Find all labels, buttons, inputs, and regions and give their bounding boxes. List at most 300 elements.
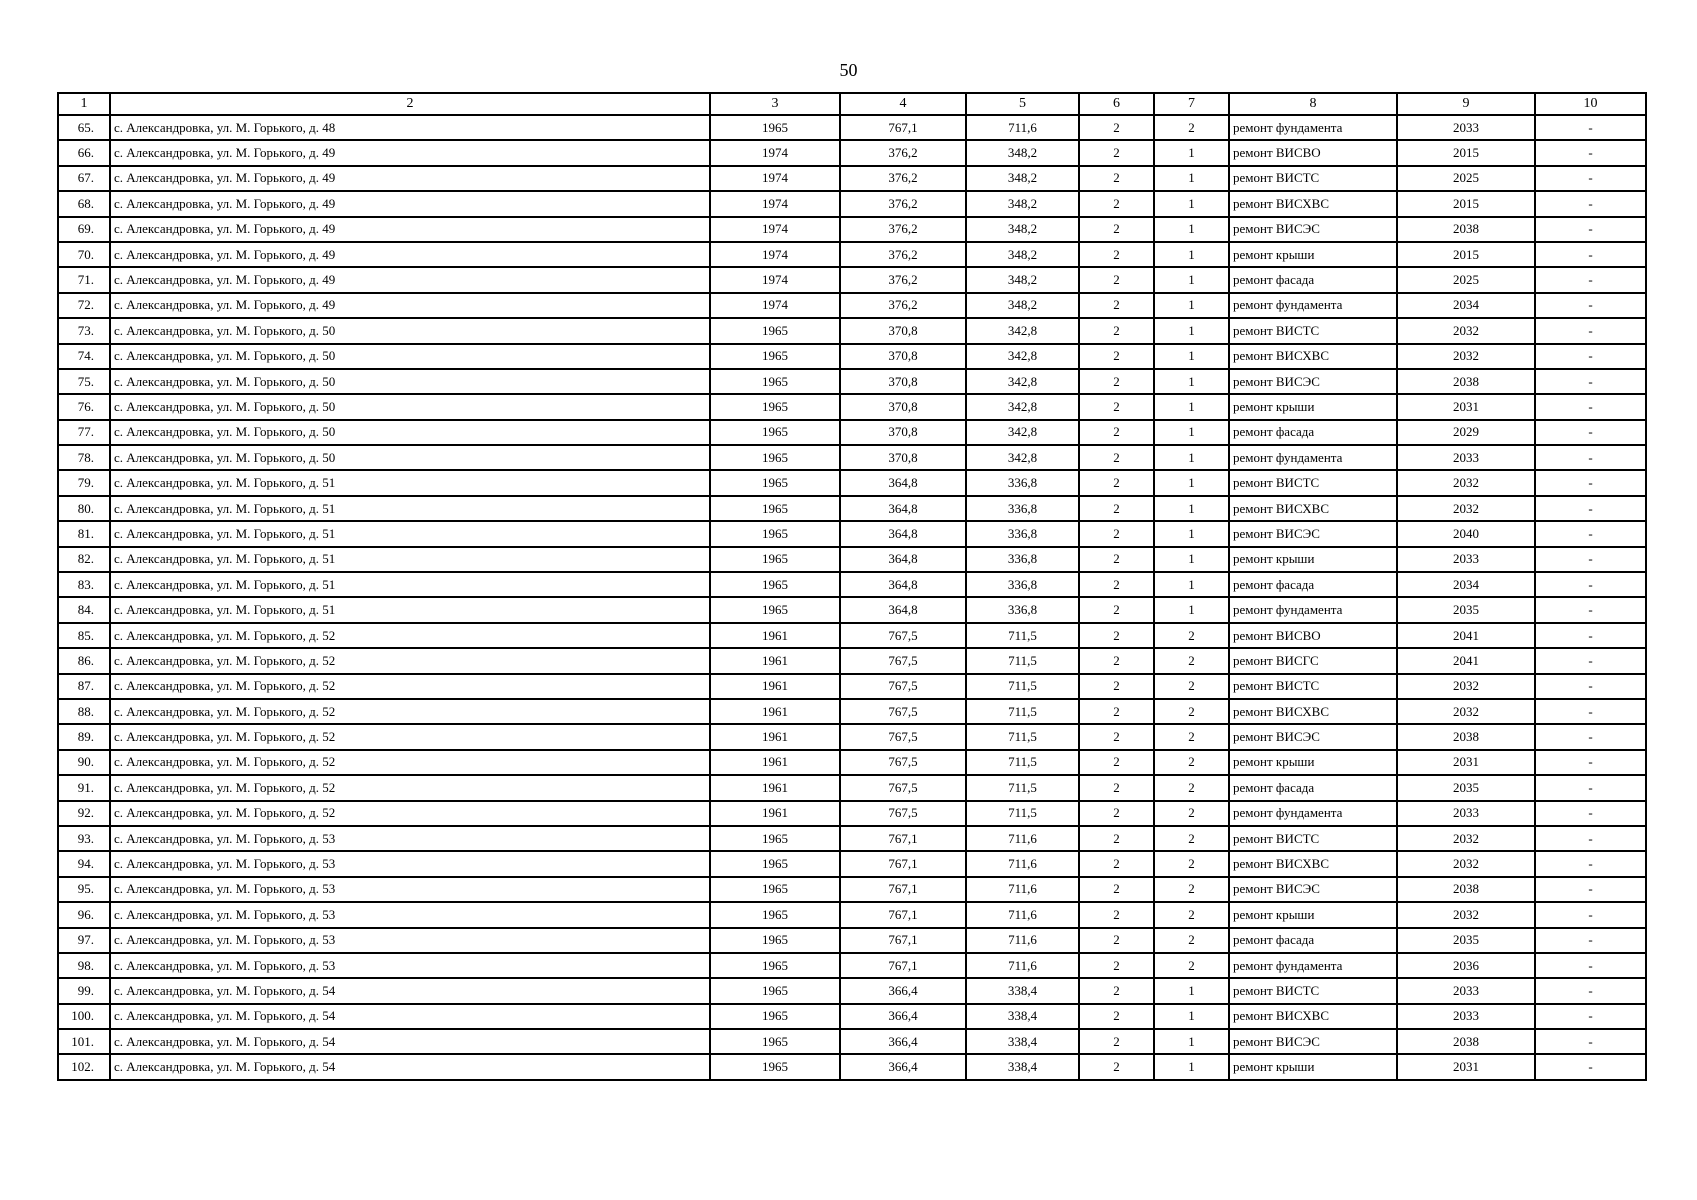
total-area-cell: 767,1	[840, 826, 966, 851]
address-cell: с. Александровка, ул. М. Горького, д. 50	[110, 420, 710, 445]
living-area-cell: 342,8	[966, 344, 1079, 369]
row-number-cell: 74.	[58, 344, 110, 369]
floors-cell: 2	[1079, 470, 1154, 495]
planned-year-cell: 2032	[1397, 496, 1535, 521]
entrances-cell: 1	[1154, 293, 1229, 318]
year-cell: 1965	[710, 851, 840, 876]
note-cell: -	[1535, 344, 1646, 369]
note-cell: -	[1535, 572, 1646, 597]
row-number-cell: 88.	[58, 699, 110, 724]
work-type-cell: ремонт ВИСЭС	[1229, 369, 1397, 394]
floors-cell: 2	[1079, 928, 1154, 953]
year-cell: 1974	[710, 191, 840, 216]
table-row	[58, 953, 1646, 978]
entrances-cell: 1	[1154, 572, 1229, 597]
planned-year-cell: 2033	[1397, 547, 1535, 572]
row-number-cell: 73.	[58, 318, 110, 343]
entrances-cell: 1	[1154, 978, 1229, 1003]
entrances-cell: 2	[1154, 826, 1229, 851]
floors-cell: 2	[1079, 318, 1154, 343]
living-area-cell: 336,8	[966, 572, 1079, 597]
floors-cell: 2	[1079, 978, 1154, 1003]
address-cell: с. Александровка, ул. М. Горького, д. 53	[110, 877, 710, 902]
address-cell: с. Александровка, ул. М. Горького, д. 50	[110, 369, 710, 394]
column-header: 9	[1397, 93, 1535, 115]
year-cell: 1965	[710, 597, 840, 622]
table-row	[58, 344, 1646, 369]
table-row	[58, 623, 1646, 648]
table-row	[58, 140, 1646, 165]
work-type-cell: ремонт фасада	[1229, 267, 1397, 292]
work-type-cell: ремонт ВИСХВС	[1229, 496, 1397, 521]
work-type-cell: ремонт ВИСВО	[1229, 140, 1397, 165]
floors-cell: 2	[1079, 1004, 1154, 1029]
row-number-cell: 98.	[58, 953, 110, 978]
entrances-cell: 2	[1154, 699, 1229, 724]
living-area-cell: 348,2	[966, 242, 1079, 267]
year-cell: 1965	[710, 978, 840, 1003]
address-cell: с. Александровка, ул. М. Горького, д. 50	[110, 344, 710, 369]
entrances-cell: 2	[1154, 801, 1229, 826]
year-cell: 1965	[710, 470, 840, 495]
address-cell: с. Александровка, ул. М. Горького, д. 50	[110, 445, 710, 470]
total-area-cell: 364,8	[840, 470, 966, 495]
planned-year-cell: 2040	[1397, 521, 1535, 546]
living-area-cell: 338,4	[966, 1029, 1079, 1054]
floors-cell: 2	[1079, 166, 1154, 191]
year-cell: 1974	[710, 140, 840, 165]
row-number-cell: 95.	[58, 877, 110, 902]
living-area-cell: 711,5	[966, 775, 1079, 800]
planned-year-cell: 2041	[1397, 648, 1535, 673]
work-type-cell: ремонт ВИСЭС	[1229, 521, 1397, 546]
work-type-cell: ремонт крыши	[1229, 1054, 1397, 1079]
planned-year-cell: 2015	[1397, 242, 1535, 267]
work-type-cell: ремонт ВИСХВС	[1229, 191, 1397, 216]
year-cell: 1965	[710, 877, 840, 902]
address-cell: с. Александровка, ул. М. Горького, д. 52	[110, 648, 710, 673]
address-cell: с. Александровка, ул. М. Горького, д. 49	[110, 217, 710, 242]
entrances-cell: 2	[1154, 724, 1229, 749]
planned-year-cell: 2025	[1397, 166, 1535, 191]
living-area-cell: 711,6	[966, 851, 1079, 876]
planned-year-cell: 2032	[1397, 902, 1535, 927]
table-row	[58, 877, 1646, 902]
floors-cell: 2	[1079, 801, 1154, 826]
total-area-cell: 370,8	[840, 369, 966, 394]
row-number-cell: 97.	[58, 928, 110, 953]
note-cell: -	[1535, 1029, 1646, 1054]
address-cell: с. Александровка, ул. М. Горького, д. 49	[110, 267, 710, 292]
planned-year-cell: 2041	[1397, 623, 1535, 648]
planned-year-cell: 2038	[1397, 369, 1535, 394]
note-cell: -	[1535, 547, 1646, 572]
address-cell: с. Александровка, ул. М. Горького, д. 51	[110, 470, 710, 495]
planned-year-cell: 2032	[1397, 344, 1535, 369]
entrances-cell: 2	[1154, 674, 1229, 699]
row-number-cell: 77.	[58, 420, 110, 445]
entrances-cell: 2	[1154, 648, 1229, 673]
planned-year-cell: 2032	[1397, 826, 1535, 851]
note-cell: -	[1535, 166, 1646, 191]
planned-year-cell: 2032	[1397, 674, 1535, 699]
address-cell: с. Александровка, ул. М. Горького, д. 53	[110, 953, 710, 978]
total-area-cell: 376,2	[840, 242, 966, 267]
living-area-cell: 338,4	[966, 978, 1079, 1003]
note-cell: -	[1535, 470, 1646, 495]
year-cell: 1965	[710, 547, 840, 572]
work-type-cell: ремонт фасада	[1229, 775, 1397, 800]
column-header: 4	[840, 93, 966, 115]
row-number-cell: 92.	[58, 801, 110, 826]
total-area-cell: 767,1	[840, 953, 966, 978]
work-type-cell: ремонт ВИСТС	[1229, 166, 1397, 191]
total-area-cell: 366,4	[840, 978, 966, 1003]
table-row	[58, 674, 1646, 699]
address-cell: с. Александровка, ул. М. Горького, д. 50	[110, 394, 710, 419]
floors-cell: 2	[1079, 420, 1154, 445]
total-area-cell: 767,5	[840, 674, 966, 699]
entrances-cell: 1	[1154, 242, 1229, 267]
total-area-cell: 767,1	[840, 902, 966, 927]
work-type-cell: ремонт ВИСХВС	[1229, 851, 1397, 876]
entrances-cell: 1	[1154, 597, 1229, 622]
living-area-cell: 711,5	[966, 699, 1079, 724]
total-area-cell: 370,8	[840, 445, 966, 470]
year-cell: 1974	[710, 217, 840, 242]
page-number: 50	[839, 60, 858, 80]
row-number-cell: 78.	[58, 445, 110, 470]
living-area-cell: 342,8	[966, 445, 1079, 470]
living-area-cell: 342,8	[966, 318, 1079, 343]
note-cell: -	[1535, 826, 1646, 851]
table-row	[58, 242, 1646, 267]
living-area-cell: 336,8	[966, 470, 1079, 495]
planned-year-cell: 2034	[1397, 293, 1535, 318]
year-cell: 1965	[710, 369, 840, 394]
note-cell: -	[1535, 369, 1646, 394]
note-cell: -	[1535, 623, 1646, 648]
address-cell: с. Александровка, ул. М. Горького, д. 52	[110, 674, 710, 699]
year-cell: 1965	[710, 318, 840, 343]
note-cell: -	[1535, 699, 1646, 724]
total-area-cell: 767,5	[840, 648, 966, 673]
note-cell: -	[1535, 877, 1646, 902]
work-type-cell: ремонт крыши	[1229, 394, 1397, 419]
planned-year-cell: 2025	[1397, 267, 1535, 292]
note-cell: -	[1535, 750, 1646, 775]
living-area-cell: 711,6	[966, 928, 1079, 953]
entrances-cell: 1	[1154, 496, 1229, 521]
total-area-cell: 364,8	[840, 572, 966, 597]
total-area-cell: 767,5	[840, 724, 966, 749]
floors-cell: 2	[1079, 953, 1154, 978]
total-area-cell: 767,5	[840, 699, 966, 724]
row-number-cell: 87.	[58, 674, 110, 699]
entrances-cell: 2	[1154, 928, 1229, 953]
floors-cell: 2	[1079, 648, 1154, 673]
year-cell: 1961	[710, 801, 840, 826]
work-type-cell: ремонт фундамента	[1229, 953, 1397, 978]
work-type-cell: ремонт ВИСЭС	[1229, 1029, 1397, 1054]
living-area-cell: 336,8	[966, 597, 1079, 622]
living-area-cell: 711,6	[966, 902, 1079, 927]
planned-year-cell: 2038	[1397, 217, 1535, 242]
year-cell: 1961	[710, 724, 840, 749]
total-area-cell: 767,1	[840, 877, 966, 902]
year-cell: 1965	[710, 826, 840, 851]
note-cell: -	[1535, 445, 1646, 470]
floors-cell: 2	[1079, 394, 1154, 419]
total-area-cell: 364,8	[840, 521, 966, 546]
address-cell: с. Александровка, ул. М. Горького, д. 49	[110, 293, 710, 318]
entrances-cell: 1	[1154, 369, 1229, 394]
note-cell: -	[1535, 394, 1646, 419]
column-header: 5	[966, 93, 1079, 115]
work-type-cell: ремонт фасада	[1229, 572, 1397, 597]
column-header: 6	[1079, 93, 1154, 115]
total-area-cell: 366,4	[840, 1054, 966, 1079]
row-number-cell: 100.	[58, 1004, 110, 1029]
address-cell: с. Александровка, ул. М. Горького, д. 52	[110, 623, 710, 648]
floors-cell: 2	[1079, 521, 1154, 546]
floors-cell: 2	[1079, 775, 1154, 800]
living-area-cell: 342,8	[966, 394, 1079, 419]
living-area-cell: 348,2	[966, 267, 1079, 292]
table-header	[58, 93, 1646, 115]
address-cell: с. Александровка, ул. М. Горького, д. 53	[110, 826, 710, 851]
note-cell: -	[1535, 724, 1646, 749]
row-number-cell: 71.	[58, 267, 110, 292]
table-row	[58, 928, 1646, 953]
total-area-cell: 767,5	[840, 623, 966, 648]
planned-year-cell: 2038	[1397, 1029, 1535, 1054]
total-area-cell: 767,5	[840, 775, 966, 800]
planned-year-cell: 2015	[1397, 191, 1535, 216]
note-cell: -	[1535, 318, 1646, 343]
table-row	[58, 902, 1646, 927]
table-row	[58, 699, 1646, 724]
living-area-cell: 711,5	[966, 724, 1079, 749]
table-row	[58, 826, 1646, 851]
address-cell: с. Александровка, ул. М. Горького, д. 50	[110, 318, 710, 343]
table-row	[58, 750, 1646, 775]
row-number-cell: 81.	[58, 521, 110, 546]
header-row	[58, 93, 1646, 115]
total-area-cell: 366,4	[840, 1029, 966, 1054]
note-cell: -	[1535, 267, 1646, 292]
living-area-cell: 338,4	[966, 1054, 1079, 1079]
entrances-cell: 1	[1154, 1054, 1229, 1079]
note-cell: -	[1535, 648, 1646, 673]
work-type-cell: ремонт фундамента	[1229, 801, 1397, 826]
work-type-cell: ремонт ВИСЭС	[1229, 877, 1397, 902]
living-area-cell: 711,5	[966, 648, 1079, 673]
year-cell: 1965	[710, 344, 840, 369]
address-cell: с. Александровка, ул. М. Горького, д. 53	[110, 851, 710, 876]
address-cell: с. Александровка, ул. М. Горького, д. 53	[110, 902, 710, 927]
work-type-cell: ремонт ВИСТС	[1229, 978, 1397, 1003]
total-area-cell: 376,2	[840, 140, 966, 165]
table-row	[58, 420, 1646, 445]
address-cell: с. Александровка, ул. М. Горького, д. 54	[110, 1029, 710, 1054]
planned-year-cell: 2033	[1397, 1004, 1535, 1029]
table-row	[58, 547, 1646, 572]
living-area-cell: 342,8	[966, 369, 1079, 394]
entrances-cell: 2	[1154, 902, 1229, 927]
table-row	[58, 1029, 1646, 1054]
planned-year-cell: 2033	[1397, 801, 1535, 826]
floors-cell: 2	[1079, 851, 1154, 876]
note-cell: -	[1535, 496, 1646, 521]
living-area-cell: 711,5	[966, 750, 1079, 775]
living-area-cell: 711,5	[966, 623, 1079, 648]
entrances-cell: 1	[1154, 445, 1229, 470]
entrances-cell: 1	[1154, 191, 1229, 216]
table-row	[58, 293, 1646, 318]
table-row	[58, 470, 1646, 495]
floors-cell: 2	[1079, 750, 1154, 775]
table-row	[58, 521, 1646, 546]
work-type-cell: ремонт ВИСВО	[1229, 623, 1397, 648]
note-cell: -	[1535, 242, 1646, 267]
address-cell: с. Александровка, ул. М. Горького, д. 54	[110, 1054, 710, 1079]
total-area-cell: 370,8	[840, 318, 966, 343]
entrances-cell: 2	[1154, 877, 1229, 902]
work-type-cell: ремонт ВИСГС	[1229, 648, 1397, 673]
row-number-cell: 90.	[58, 750, 110, 775]
planned-year-cell: 2038	[1397, 877, 1535, 902]
planned-year-cell: 2033	[1397, 445, 1535, 470]
table-row	[58, 597, 1646, 622]
floors-cell: 2	[1079, 877, 1154, 902]
work-type-cell: ремонт фундамента	[1229, 115, 1397, 140]
table-row	[58, 648, 1646, 673]
row-number-cell: 84.	[58, 597, 110, 622]
planned-year-cell: 2035	[1397, 928, 1535, 953]
address-cell: с. Александровка, ул. М. Горького, д. 49	[110, 242, 710, 267]
total-area-cell: 767,1	[840, 928, 966, 953]
entrances-cell: 1	[1154, 420, 1229, 445]
year-cell: 1965	[710, 1029, 840, 1054]
row-number-cell: 93.	[58, 826, 110, 851]
entrances-cell: 2	[1154, 623, 1229, 648]
table-row	[58, 166, 1646, 191]
floors-cell: 2	[1079, 1029, 1154, 1054]
year-cell: 1961	[710, 648, 840, 673]
planned-year-cell: 2035	[1397, 775, 1535, 800]
floors-cell: 2	[1079, 445, 1154, 470]
planned-year-cell: 2032	[1397, 851, 1535, 876]
living-area-cell: 348,2	[966, 217, 1079, 242]
row-number-cell: 75.	[58, 369, 110, 394]
column-header: 8	[1229, 93, 1397, 115]
entrances-cell: 1	[1154, 521, 1229, 546]
column-header: 1	[58, 93, 110, 115]
address-cell: с. Александровка, ул. М. Горького, д. 51	[110, 547, 710, 572]
year-cell: 1974	[710, 267, 840, 292]
planned-year-cell: 2033	[1397, 978, 1535, 1003]
work-type-cell: ремонт фасада	[1229, 928, 1397, 953]
planned-year-cell: 2033	[1397, 115, 1535, 140]
row-number-cell: 66.	[58, 140, 110, 165]
work-type-cell: ремонт ВИСТС	[1229, 674, 1397, 699]
planned-year-cell: 2032	[1397, 318, 1535, 343]
note-cell: -	[1535, 674, 1646, 699]
table-row	[58, 1054, 1646, 1079]
note-cell: -	[1535, 1054, 1646, 1079]
year-cell: 1965	[710, 953, 840, 978]
work-type-cell: ремонт крыши	[1229, 242, 1397, 267]
row-number-cell: 76.	[58, 394, 110, 419]
address-cell: с. Александровка, ул. М. Горького, д. 52	[110, 699, 710, 724]
year-cell: 1965	[710, 496, 840, 521]
living-area-cell: 711,5	[966, 801, 1079, 826]
work-type-cell: ремонт крыши	[1229, 902, 1397, 927]
floors-cell: 2	[1079, 293, 1154, 318]
planned-year-cell: 2031	[1397, 750, 1535, 775]
entrances-cell: 1	[1154, 344, 1229, 369]
year-cell: 1965	[710, 902, 840, 927]
column-header: 3	[710, 93, 840, 115]
entrances-cell: 1	[1154, 318, 1229, 343]
year-cell: 1965	[710, 1054, 840, 1079]
work-type-cell: ремонт ВИСХВС	[1229, 344, 1397, 369]
planned-year-cell: 2015	[1397, 140, 1535, 165]
row-number-cell: 69.	[58, 217, 110, 242]
column-header: 7	[1154, 93, 1229, 115]
note-cell: -	[1535, 851, 1646, 876]
address-cell: с. Александровка, ул. М. Горького, д. 53	[110, 928, 710, 953]
row-number-cell: 99.	[58, 978, 110, 1003]
row-number-cell: 91.	[58, 775, 110, 800]
living-area-cell: 711,5	[966, 674, 1079, 699]
total-area-cell: 767,1	[840, 851, 966, 876]
table-row	[58, 775, 1646, 800]
total-area-cell: 767,5	[840, 750, 966, 775]
table-row	[58, 191, 1646, 216]
year-cell: 1965	[710, 521, 840, 546]
entrances-cell: 1	[1154, 1004, 1229, 1029]
planned-year-cell: 2038	[1397, 724, 1535, 749]
row-number-cell: 67.	[58, 166, 110, 191]
year-cell: 1974	[710, 242, 840, 267]
entrances-cell: 1	[1154, 217, 1229, 242]
total-area-cell: 767,5	[840, 801, 966, 826]
living-area-cell: 348,2	[966, 191, 1079, 216]
address-cell: с. Александровка, ул. М. Горького, д. 51	[110, 572, 710, 597]
address-cell: с. Александровка, ул. М. Горького, д. 48	[110, 115, 710, 140]
total-area-cell: 364,8	[840, 496, 966, 521]
row-number-cell: 89.	[58, 724, 110, 749]
note-cell: -	[1535, 1004, 1646, 1029]
floors-cell: 2	[1079, 1054, 1154, 1079]
year-cell: 1974	[710, 166, 840, 191]
entrances-cell: 2	[1154, 851, 1229, 876]
floors-cell: 2	[1079, 699, 1154, 724]
address-cell: с. Александровка, ул. М. Горького, д. 52	[110, 724, 710, 749]
living-area-cell: 338,4	[966, 1004, 1079, 1029]
floors-cell: 2	[1079, 902, 1154, 927]
floors-cell: 2	[1079, 369, 1154, 394]
table-row	[58, 724, 1646, 749]
table-row	[58, 318, 1646, 343]
floors-cell: 2	[1079, 496, 1154, 521]
table-row	[58, 801, 1646, 826]
address-cell: с. Александровка, ул. М. Горького, д. 54	[110, 1004, 710, 1029]
address-cell: с. Александровка, ул. М. Горького, д. 49	[110, 191, 710, 216]
floors-cell: 2	[1079, 623, 1154, 648]
